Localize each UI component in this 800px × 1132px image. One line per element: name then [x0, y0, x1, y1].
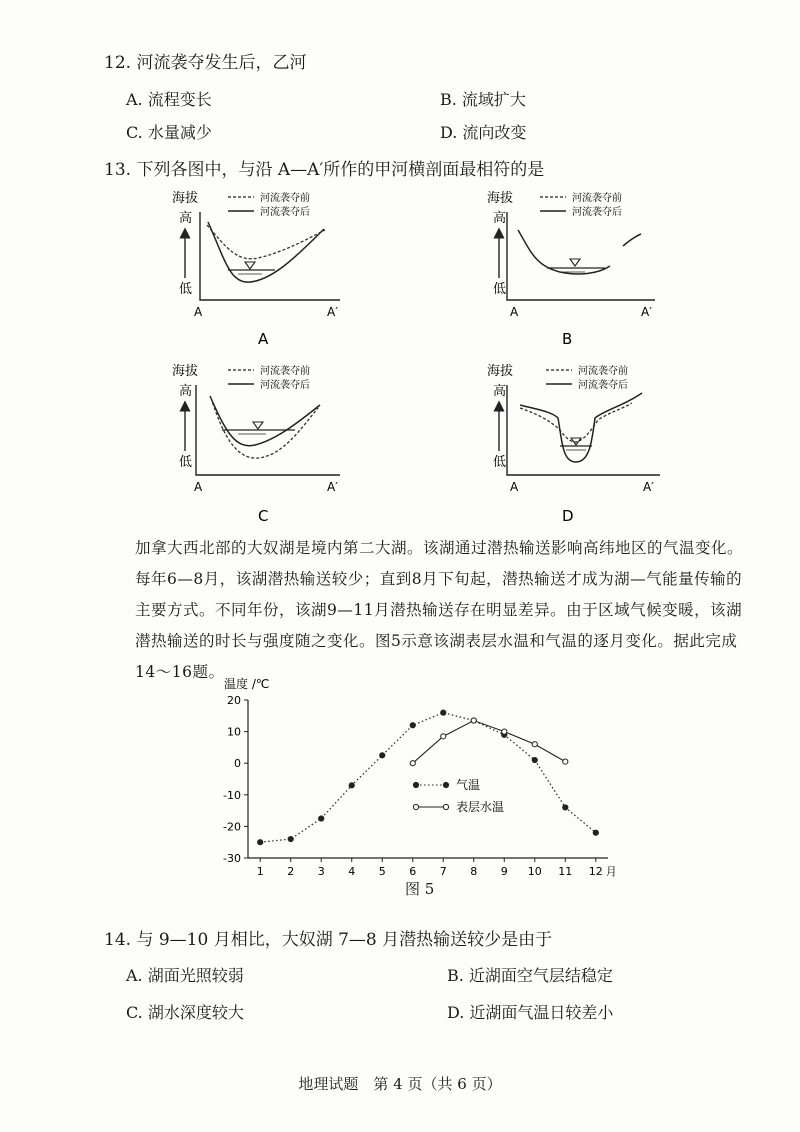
panel-b-ylabel: 海拔 [487, 191, 514, 206]
panel-c-water-level-icon [253, 422, 263, 429]
series-point-0 [563, 805, 568, 810]
panel-d [487, 363, 660, 525]
panel-d-x-start: A [510, 480, 519, 494]
q13-diagrams [0, 180, 800, 525]
panel-d-legend-after: 河流袭夺后 [578, 380, 628, 391]
q12-option-c: C. 水量减少 [126, 123, 212, 142]
panel-c-ylabel: 海拔 [172, 364, 199, 379]
series-point-0 [593, 830, 598, 835]
panel-a-low: 低 [179, 282, 193, 297]
q14-option-d: D. 近湖面气温日较差小 [447, 1003, 614, 1022]
y-axis-label: 温度 /℃ [224, 677, 270, 691]
figure-5-caption: 图 5 [405, 880, 435, 898]
panel-a-high: 高 [179, 211, 193, 226]
panel-d-label: D [562, 507, 574, 525]
panel-c-x-start: A [194, 480, 203, 494]
panel-d-ylabel: 海拔 [487, 364, 514, 379]
q12-option-a: A. 流程变长 [126, 90, 212, 109]
panel-b-x-start: A [510, 305, 519, 319]
series-point-1 [471, 718, 476, 723]
panel-a-label: A [258, 330, 269, 348]
panel-b-high: 高 [493, 211, 507, 226]
y-tick-label: 20 [227, 694, 241, 707]
y-tick-label: -20 [223, 820, 241, 834]
panel-d-legend-before: 河流袭夺前 [578, 366, 628, 377]
x-tick-label: 7 [439, 865, 447, 878]
panel-a-axes [200, 212, 340, 300]
x-tick-label: 3 [317, 865, 325, 878]
panel-c [172, 363, 340, 525]
panel-c-x-end: A′ [327, 480, 338, 494]
series-point-0 [532, 757, 537, 762]
panel-b-water-level-icon [570, 259, 580, 266]
series-point-0 [410, 723, 415, 728]
q14-stem: 14. 与 9—10 月相比，大奴湖 7—8 月潜热输送较少是由于 [104, 930, 553, 950]
panel-a-water-level-icon [245, 262, 255, 269]
q12-stem: 12. 河流袭夺发生后，乙河 [104, 53, 307, 73]
panel-b-x-end: A′ [641, 305, 652, 319]
panel-b-legend-before: 河流袭夺前 [572, 193, 622, 204]
legend-marker-1 [443, 804, 448, 809]
series-point-0 [349, 783, 354, 788]
series-line-1 [413, 721, 566, 764]
panel-c-legend-after: 河流袭夺后 [260, 380, 310, 391]
y-tick-label: -30 [223, 852, 241, 865]
x-tick-label: 2 [287, 865, 295, 878]
panel-c-low: 低 [179, 455, 193, 470]
series-point-0 [380, 753, 385, 758]
panel-c-after-curve [210, 396, 320, 446]
panel-a [172, 190, 340, 348]
panel-a-legend-after: 河流袭夺后 [260, 207, 310, 218]
x-tick-label: 10 [527, 865, 542, 878]
panel-a-before-curve [207, 225, 325, 259]
panel-c-legend-before: 河流袭夺前 [260, 366, 310, 377]
legend-marker-0 [443, 782, 448, 787]
panel-b-axes [507, 212, 655, 300]
panel-a-ylabel: 海拔 [172, 191, 199, 206]
passage [135, 533, 743, 688]
x-axis-label: 月 [605, 865, 617, 878]
y-tick-label: 10 [227, 725, 241, 739]
panel-c-high: 高 [179, 384, 193, 399]
panel-b-low: 低 [493, 282, 507, 297]
q14-option-b: B. 近湖面空气层结稳定 [447, 966, 613, 985]
panel-b-label: B [562, 330, 573, 348]
series-point-0 [258, 840, 263, 845]
panel-a-x-start: A [194, 305, 203, 319]
series-point-1 [532, 742, 537, 747]
series-point-1 [563, 759, 568, 764]
panel-b-after-curve-right [623, 234, 641, 246]
figure-5-chart [180, 672, 640, 880]
x-tick-label: 8 [470, 865, 478, 878]
panel-d-x-end: A′ [643, 480, 654, 494]
legend-marker-0 [413, 782, 418, 787]
series-line-0 [260, 713, 596, 843]
legend-label-0: 气温 [456, 778, 481, 792]
panel-b [487, 190, 655, 348]
y-tick-label: -10 [223, 788, 241, 802]
x-tick-label: 1 [256, 865, 264, 878]
q12-option-b: B. 流域扩大 [440, 90, 526, 109]
panel-a-legend-before: 河流袭夺前 [260, 193, 310, 204]
page-footer: 地理试题 第 4 页（共 6 页） [298, 1075, 502, 1093]
y-tick-label: 0 [234, 757, 241, 771]
series-point-0 [288, 836, 293, 841]
q14-option-c: C. 湖水深度较大 [126, 1003, 244, 1022]
legend-marker-1 [413, 804, 418, 809]
x-tick-label: 12 [588, 865, 603, 878]
panel-d-axes [507, 385, 660, 475]
x-tick-label: 4 [348, 865, 356, 878]
panel-d-low: 低 [493, 455, 507, 470]
panel-a-after-curve [208, 222, 324, 282]
series-point-1 [441, 734, 446, 739]
q14-option-a: A. 湖面光照较弱 [126, 966, 244, 985]
x-tick-label: 9 [500, 865, 508, 878]
passage-text: 加拿大西北部的大奴湖是境内第二大湖。该湖通过潜热输送影响高纬地区的气温变化。每年6—8月，该湖潜热输送较少；直到8月下旬起，潜热输送才成为湖—气能量传输的主要方式。不同年份，该湖9—11月潜热输送存在明显差异。由于区域气候变暖，该湖潜热输送的时长与强度随之变化。图5示意该湖表层水温和气温的逐月变化。据此完成14～16题。 [135, 539, 744, 681]
series-point-0 [441, 710, 446, 715]
legend-label-1: 表层水温 [456, 800, 505, 814]
panel-c-label: C [258, 507, 269, 525]
x-tick-label: 11 [558, 865, 573, 878]
x-tick-label: 5 [378, 865, 386, 878]
q13-stem: 13. 下列各图中，与沿 A—A′所作的甲河横剖面最相符的是 [104, 160, 545, 180]
panel-c-before-curve [211, 398, 318, 458]
x-tick-label: 6 [409, 865, 417, 878]
panel-a-x-end: A′ [327, 305, 338, 319]
series-point-1 [502, 729, 507, 734]
series-point-1 [410, 761, 415, 766]
series-point-0 [319, 816, 324, 821]
q12-option-d: D. 流向改变 [440, 123, 527, 142]
panel-b-legend-after: 河流袭夺后 [572, 207, 622, 218]
panel-d-high: 高 [493, 384, 507, 399]
panel-d-after-curve [520, 393, 642, 462]
